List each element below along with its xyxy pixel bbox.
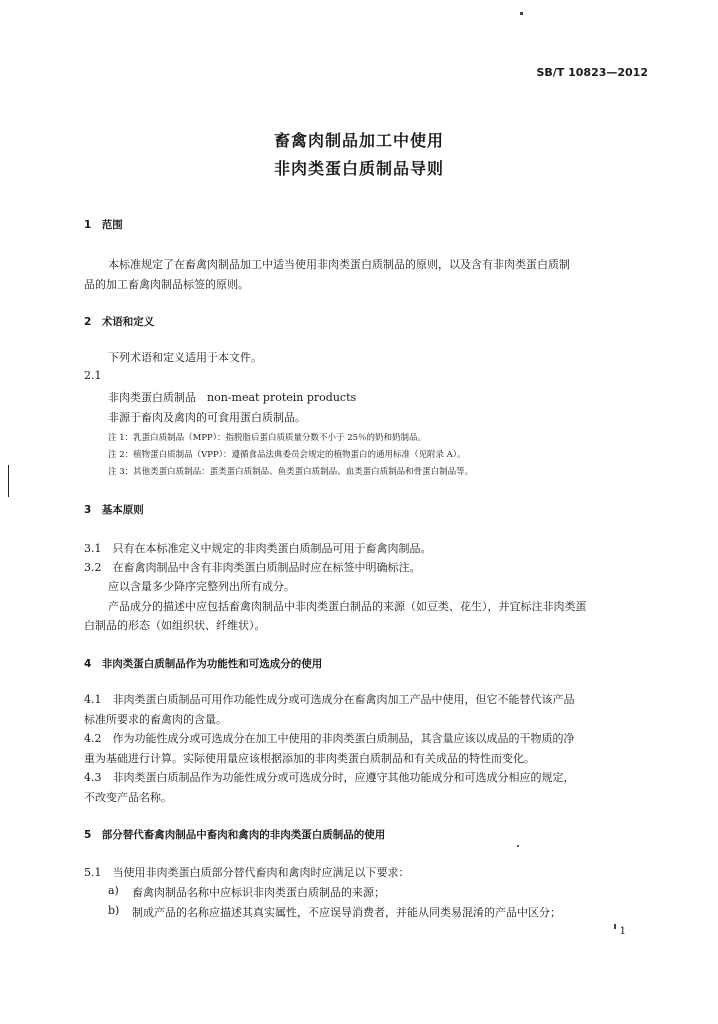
clause-3-2-line3: 产品成分的描述中应包括畜禽肉制品中非肉类蛋白制品的来源（如豆类、花生），并宜标注非肉类蛋 — [108, 600, 587, 613]
note-2: 注 2：植物蛋白质制品（VPP）：遵循食品法典委员会规定的植物蛋白的通用标准（见附录 A）。 — [108, 450, 466, 460]
list-item-b-text: 制成产品的名称应描述其真实属性，不应误导消费者，并能从同类易混淆的产品中区分； — [132, 906, 561, 919]
standard-number: SB/T 10823—2012 — [536, 66, 648, 79]
note-1: 注 1：乳蛋白质制品（MPP）：指脱脂后蛋白质质量分数不小于 25％的奶和奶制品。 — [108, 433, 427, 443]
clause-4-3: 4.3 非肉类蛋白质制品作为功能性成分或可选成分时，应遵守其他功能成分和可选成分相应的规定， — [84, 771, 575, 784]
clause-4-2: 4.2 作为功能性成分或可选成分在加工中使用的非肉类蛋白质制品，其含量应该以成品的干物质的净 — [84, 732, 575, 745]
clause-3-2-line2: 应以含量多少降序完整列出所有成分。 — [108, 580, 295, 593]
page-number: 1 — [619, 926, 626, 937]
section-1-heading: 1 范围 — [84, 219, 123, 231]
section-3-heading: 3 基本原则 — [84, 504, 144, 516]
clause-3-1: 3.1 只有在本标准定义中规定的非肉类蛋白质制品可用于畜禽肉制品。 — [84, 542, 432, 555]
clause-4-3-line2: 不改变产品名称。 — [84, 791, 172, 804]
scan-margin-mark — [8, 465, 9, 497]
section-1-paragraph-line2: 品的加工畜禽肉制品标签的原则。 — [84, 278, 249, 291]
note-3: 注 3：其他类蛋白质制品：蛋类蛋白质制品、鱼类蛋白质制品、血类蛋白质制品和骨蛋白制品等。 — [108, 467, 474, 477]
term-definition: 非源于畜肉及禽肉的可食用蛋白质制品。 — [108, 411, 306, 424]
list-item-b-label: b) — [108, 904, 120, 917]
scan-speck — [614, 924, 616, 929]
scan-speck — [517, 845, 519, 847]
clause-2-1-number: 2.1 — [84, 369, 102, 382]
list-item-a-text: 畜禽肉制品名称中应标识非肉类蛋白质制品的来源； — [132, 886, 385, 899]
clause-3-2-line4: 白制品的形态（如组织状、纤维状）。 — [84, 619, 266, 632]
section-2-heading: 2 术语和定义 — [84, 316, 155, 328]
clause-5-1: 5.1 当使用非肉类蛋白质部分替代畜肉和禽肉时应满足以下要求： — [84, 866, 410, 879]
clause-3-2: 3.2 在畜禽肉制品中含有非肉类蛋白质制品时应在标签中明确标注。 — [84, 561, 421, 574]
clause-4-1-line2: 标准所要求的畜禽肉的含量。 — [84, 713, 227, 726]
clause-4-2-line2: 重为基础进行计算。实际使用量应该根据添加的非肉类蛋白质制品和有关成品的特性而变化。 — [84, 752, 535, 765]
section-4-heading: 4 非肉类蛋白质制品作为功能性和可选成分的使用 — [84, 658, 323, 670]
term-entry: 非肉类蛋白质制品 non-meat protein products — [108, 391, 357, 404]
section-5-heading: 5 部分替代畜禽肉制品中畜肉和禽肉的非肉类蛋白质制品的使用 — [84, 829, 386, 841]
section-2-intro: 下列术语和定义适用于本文件。 — [108, 351, 262, 364]
document-title-line2: 非肉类蛋白质制品导则 — [273, 159, 444, 178]
section-1-paragraph-line1: 本标准规定了在畜禽肉制品加工中适当使用非肉类蛋白质制品的原则，以及含有非肉类蛋白质制 — [108, 258, 570, 271]
list-item-a-label: a) — [108, 884, 119, 897]
document-title-line1: 畜禽肉制品加工中使用 — [273, 131, 444, 150]
clause-4-1: 4.1 非肉类蛋白质制品可用作功能性成分或可选成分在畜禽肉加工产品中使用，但它不能替代该产品 — [84, 693, 575, 706]
scan-speck — [520, 12, 523, 15]
